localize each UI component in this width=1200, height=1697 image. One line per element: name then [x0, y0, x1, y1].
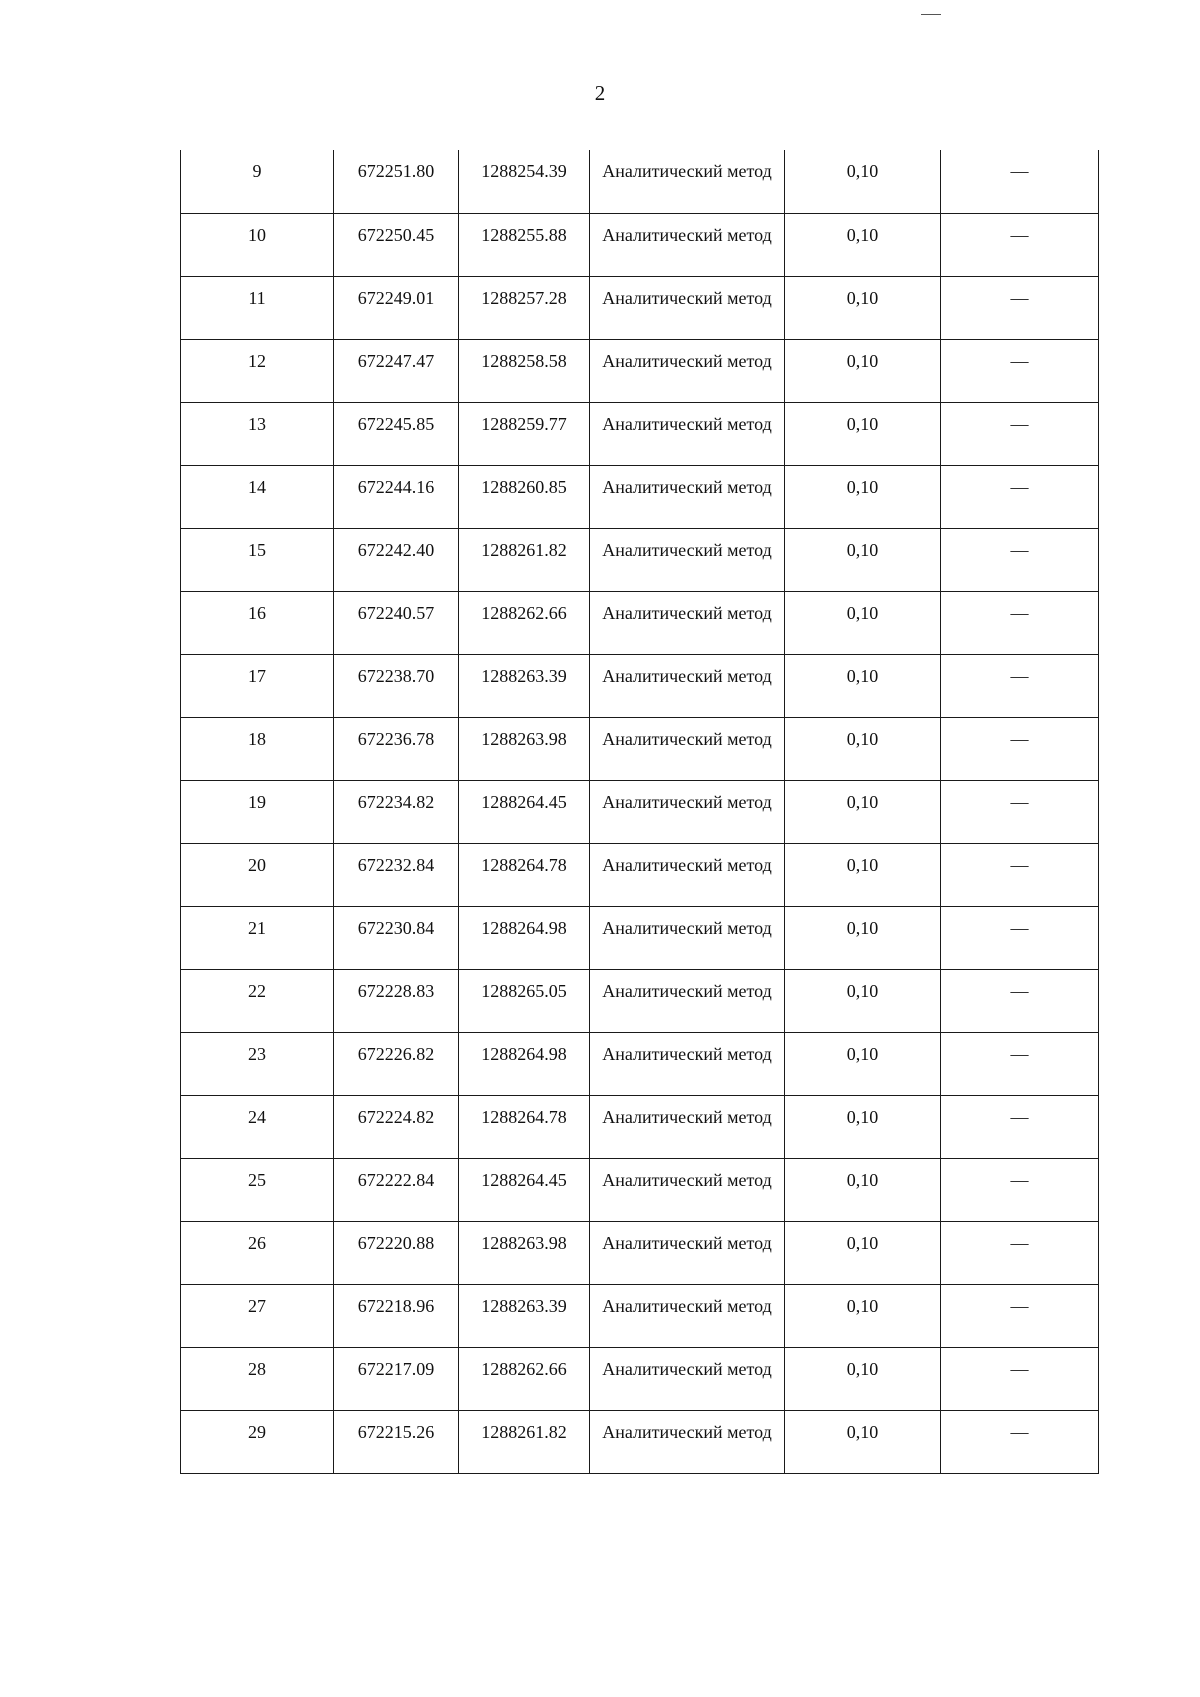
table-row	[181, 528, 1099, 591]
y-coordinate-cell: 1288262.66	[459, 591, 590, 654]
note-cell: —	[941, 528, 1099, 591]
accuracy-cell: 0,10	[785, 528, 941, 591]
point-number-cell: 13	[181, 402, 334, 465]
method-cell: Аналитический метод	[590, 528, 785, 591]
accuracy-cell: 0,10	[785, 1032, 941, 1095]
y-coordinate-cell: 1288263.98	[459, 717, 590, 780]
y-coordinate-cell: 1288264.45	[459, 1158, 590, 1221]
x-coordinate-cell: 672240.57	[334, 591, 459, 654]
point-number-cell: 15	[181, 528, 334, 591]
note-cell: —	[941, 1284, 1099, 1347]
method-cell: Аналитический метод	[590, 1158, 785, 1221]
method-cell: Аналитический метод	[590, 1032, 785, 1095]
method-cell: Аналитический метод	[590, 654, 785, 717]
table-row	[181, 1032, 1099, 1095]
x-coordinate-cell: 672217.09	[334, 1347, 459, 1410]
point-number-cell: 10	[181, 213, 334, 276]
y-coordinate-cell: 1288265.05	[459, 969, 590, 1032]
accuracy-cell: 0,10	[785, 213, 941, 276]
x-coordinate-cell: 672250.45	[334, 213, 459, 276]
accuracy-cell: 0,10	[785, 1095, 941, 1158]
table-row	[181, 213, 1099, 276]
y-coordinate-cell: 1288259.77	[459, 402, 590, 465]
table-row	[181, 276, 1099, 339]
point-number-cell: 11	[181, 276, 334, 339]
note-cell: —	[941, 654, 1099, 717]
x-coordinate-cell: 672242.40	[334, 528, 459, 591]
accuracy-cell: 0,10	[785, 276, 941, 339]
method-cell: Аналитический метод	[590, 339, 785, 402]
table-row	[181, 1221, 1099, 1284]
point-number-cell: 12	[181, 339, 334, 402]
note-cell: —	[941, 1347, 1099, 1410]
y-coordinate-cell: 1288264.78	[459, 843, 590, 906]
method-cell: Аналитический метод	[590, 1284, 785, 1347]
y-coordinate-cell: 1288262.66	[459, 1347, 590, 1410]
method-cell: Аналитический метод	[590, 1221, 785, 1284]
point-number-cell: 19	[181, 780, 334, 843]
point-number-cell: 17	[181, 654, 334, 717]
note-cell: —	[941, 969, 1099, 1032]
accuracy-cell: 0,10	[785, 402, 941, 465]
table-row	[181, 969, 1099, 1032]
table-row	[181, 465, 1099, 528]
x-coordinate-cell: 672247.47	[334, 339, 459, 402]
point-number-cell: 24	[181, 1095, 334, 1158]
coordinates-table	[180, 150, 1099, 1474]
note-cell: —	[941, 339, 1099, 402]
note-cell: —	[941, 1032, 1099, 1095]
note-cell: —	[941, 1158, 1099, 1221]
x-coordinate-cell: 672244.16	[334, 465, 459, 528]
table-row	[181, 654, 1099, 717]
method-cell: Аналитический метод	[590, 213, 785, 276]
x-coordinate-cell: 672238.70	[334, 654, 459, 717]
note-cell: —	[941, 465, 1099, 528]
x-coordinate-cell: 672245.85	[334, 402, 459, 465]
point-number-cell: 29	[181, 1410, 334, 1473]
method-cell: Аналитический метод	[590, 780, 785, 843]
method-cell: Аналитический метод	[590, 717, 785, 780]
method-cell: Аналитический метод	[590, 969, 785, 1032]
y-coordinate-cell: 1288260.85	[459, 465, 590, 528]
accuracy-cell: 0,10	[785, 843, 941, 906]
note-cell: —	[941, 1221, 1099, 1284]
accuracy-cell: 0,10	[785, 1221, 941, 1284]
note-cell: —	[941, 402, 1099, 465]
x-coordinate-cell: 672215.26	[334, 1410, 459, 1473]
table-row	[181, 591, 1099, 654]
x-coordinate-cell: 672236.78	[334, 717, 459, 780]
x-coordinate-cell: 672232.84	[334, 843, 459, 906]
accuracy-cell: 0,10	[785, 1158, 941, 1221]
y-coordinate-cell: 1288263.39	[459, 1284, 590, 1347]
table-row	[181, 780, 1099, 843]
point-number-cell: 25	[181, 1158, 334, 1221]
x-coordinate-cell: 672251.80	[334, 150, 459, 213]
method-cell: Аналитический метод	[590, 906, 785, 969]
table-row	[181, 1410, 1099, 1473]
note-cell: —	[941, 213, 1099, 276]
x-coordinate-cell: 672226.82	[334, 1032, 459, 1095]
x-coordinate-cell: 672222.84	[334, 1158, 459, 1221]
y-coordinate-cell: 1288255.88	[459, 213, 590, 276]
y-coordinate-cell: 1288264.78	[459, 1095, 590, 1158]
accuracy-cell: 0,10	[785, 150, 941, 213]
note-cell: —	[941, 1410, 1099, 1473]
method-cell: Аналитический метод	[590, 465, 785, 528]
y-coordinate-cell: 1288263.39	[459, 654, 590, 717]
y-coordinate-cell: 1288257.28	[459, 276, 590, 339]
point-number-cell: 27	[181, 1284, 334, 1347]
point-number-cell: 26	[181, 1221, 334, 1284]
x-coordinate-cell: 672218.96	[334, 1284, 459, 1347]
x-coordinate-cell: 672228.83	[334, 969, 459, 1032]
accuracy-cell: 0,10	[785, 1347, 941, 1410]
method-cell: Аналитический метод	[590, 843, 785, 906]
accuracy-cell: 0,10	[785, 465, 941, 528]
point-number-cell: 9	[181, 150, 334, 213]
table-row	[181, 1284, 1099, 1347]
y-coordinate-cell: 1288263.98	[459, 1221, 590, 1284]
table-row	[181, 1095, 1099, 1158]
accuracy-cell: 0,10	[785, 906, 941, 969]
table-row	[181, 717, 1099, 780]
page-number: 2	[594, 81, 606, 105]
accuracy-cell: 0,10	[785, 1284, 941, 1347]
note-cell: —	[941, 717, 1099, 780]
accuracy-cell: 0,10	[785, 654, 941, 717]
table-row	[181, 1158, 1099, 1221]
method-cell: Аналитический метод	[590, 402, 785, 465]
method-cell: Аналитический метод	[590, 591, 785, 654]
scan-mark	[921, 14, 941, 15]
accuracy-cell: 0,10	[785, 717, 941, 780]
accuracy-cell: 0,10	[785, 339, 941, 402]
x-coordinate-cell: 672220.88	[334, 1221, 459, 1284]
note-cell: —	[941, 780, 1099, 843]
table-row	[181, 402, 1099, 465]
table-row	[181, 1347, 1099, 1410]
method-cell: Аналитический метод	[590, 150, 785, 213]
y-coordinate-cell: 1288258.58	[459, 339, 590, 402]
x-coordinate-cell: 672230.84	[334, 906, 459, 969]
point-number-cell: 23	[181, 1032, 334, 1095]
x-coordinate-cell: 672234.82	[334, 780, 459, 843]
table-row	[181, 843, 1099, 906]
method-cell: Аналитический метод	[590, 1410, 785, 1473]
y-coordinate-cell: 1288254.39	[459, 150, 590, 213]
y-coordinate-cell: 1288264.98	[459, 1032, 590, 1095]
point-number-cell: 16	[181, 591, 334, 654]
x-coordinate-cell: 672249.01	[334, 276, 459, 339]
accuracy-cell: 0,10	[785, 1410, 941, 1473]
table-row	[181, 150, 1099, 213]
point-number-cell: 28	[181, 1347, 334, 1410]
y-coordinate-cell: 1288261.82	[459, 528, 590, 591]
coordinates-table-body	[181, 150, 1099, 1473]
table-row	[181, 339, 1099, 402]
y-coordinate-cell: 1288261.82	[459, 1410, 590, 1473]
accuracy-cell: 0,10	[785, 780, 941, 843]
accuracy-cell: 0,10	[785, 591, 941, 654]
method-cell: Аналитический метод	[590, 276, 785, 339]
point-number-cell: 14	[181, 465, 334, 528]
table-row	[181, 906, 1099, 969]
note-cell: —	[941, 150, 1099, 213]
note-cell: —	[941, 276, 1099, 339]
note-cell: —	[941, 591, 1099, 654]
y-coordinate-cell: 1288264.45	[459, 780, 590, 843]
x-coordinate-cell: 672224.82	[334, 1095, 459, 1158]
note-cell: —	[941, 906, 1099, 969]
note-cell: —	[941, 1095, 1099, 1158]
note-cell: —	[941, 843, 1099, 906]
point-number-cell: 20	[181, 843, 334, 906]
point-number-cell: 22	[181, 969, 334, 1032]
method-cell: Аналитический метод	[590, 1095, 785, 1158]
y-coordinate-cell: 1288264.98	[459, 906, 590, 969]
point-number-cell: 21	[181, 906, 334, 969]
point-number-cell: 18	[181, 717, 334, 780]
method-cell: Аналитический метод	[590, 1347, 785, 1410]
accuracy-cell: 0,10	[785, 969, 941, 1032]
